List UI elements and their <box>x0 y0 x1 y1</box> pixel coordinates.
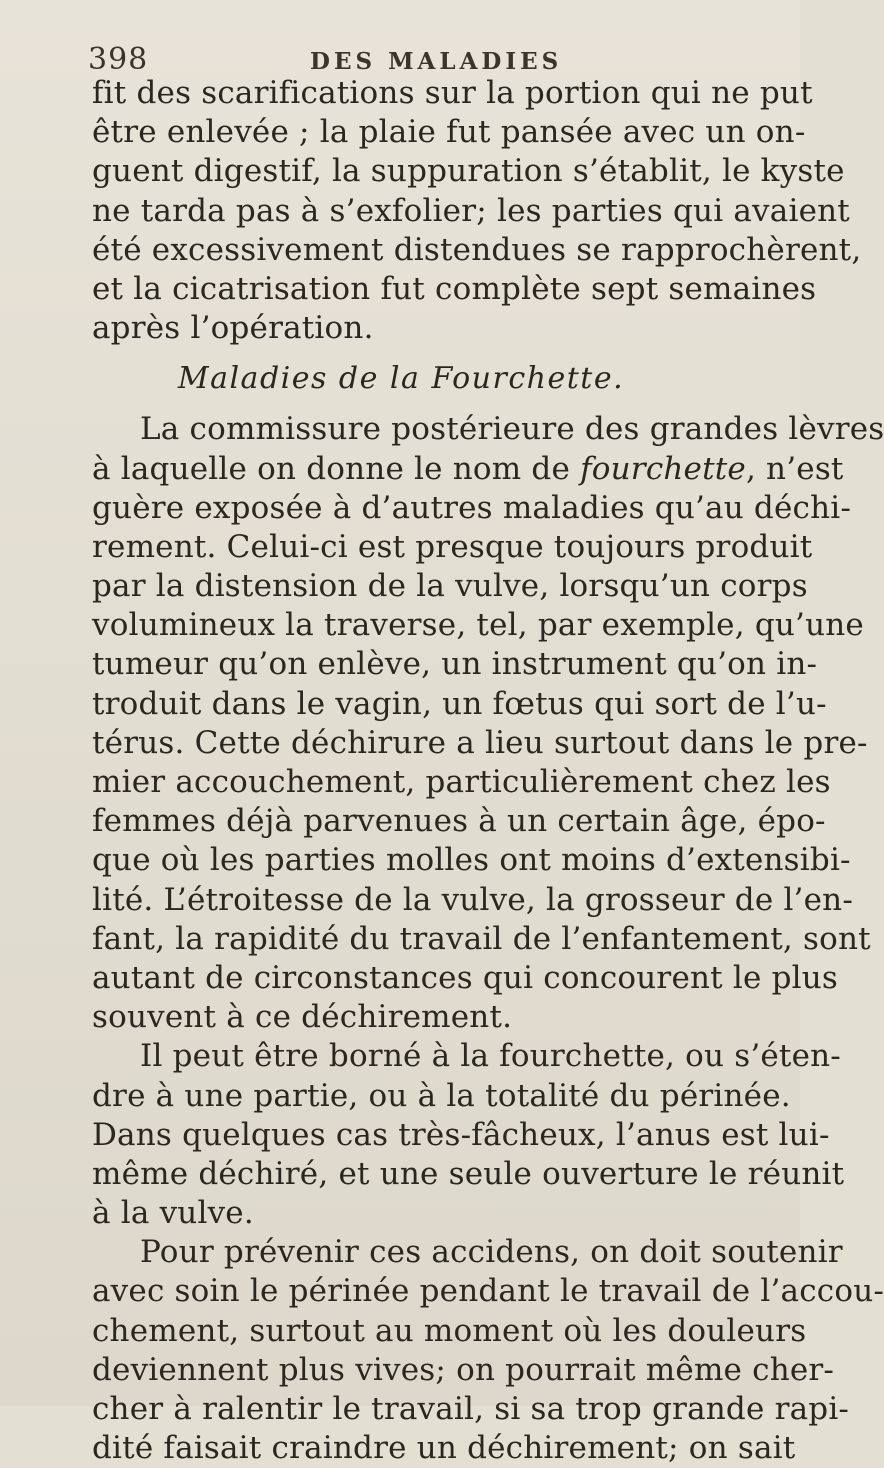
text-line: cher à ralentir le travail, si sa trop grande rapi- <box>92 1391 850 1427</box>
text-line: avec soin le périnée pendant le travail de l’accou- <box>92 1273 884 1310</box>
text-fragment: à laquelle on donne le nom de <box>92 450 571 487</box>
text-line: tumeur qu’on enlève, un instrument qu’on in- <box>92 646 818 683</box>
text-line: à la vulve. <box>92 1195 254 1232</box>
text-line: Dans quelques cas très-fâcheux, l’anus est lui- <box>92 1116 830 1153</box>
text-line: ne tarda pas à s’exfolier; les parties qui avaient <box>92 192 850 229</box>
text-fragment: , n’est <box>745 450 844 487</box>
text-line: et la cicatrisation fut complète sept semaines <box>92 270 817 307</box>
text-line: volumineux la traverse, tel, par exemple, qu’une <box>92 607 864 644</box>
text-line: troduit dans le vagin, un fœtus qui sort de l’u- <box>92 685 827 722</box>
text-line: guent digestif, la suppuration s’établit, le kyste <box>92 153 845 190</box>
text-line: dre à une partie, ou à la totalité du périnée. <box>92 1077 791 1114</box>
text-line: dité faisait craindre un déchirement; on sait <box>92 1430 796 1467</box>
paragraph-3 <box>92 1037 845 1233</box>
text-line: fit des scarifications sur la portion qui ne put <box>92 75 813 111</box>
body-text <box>92 74 884 1468</box>
text-line: La commissure postérieure des grandes lèvres <box>140 411 884 448</box>
text-line: chement, surtout au moment où les douleurs <box>92 1312 807 1349</box>
text-line: après l’opération. <box>92 310 374 347</box>
text-line: femmes déjà parvenues à un certain âge, épo- <box>92 803 826 840</box>
emphasized-term: fourchette <box>580 450 746 487</box>
text-line: être enlevée ; la plaie fut pansée avec un on- <box>92 114 806 151</box>
text-line: Pour prévenir ces accidens, on doit soutenir <box>140 1234 843 1271</box>
paragraph-1 <box>92 74 862 348</box>
paragraph-4 <box>92 1233 884 1468</box>
text-line: rement. Celui-ci est presque toujours produit <box>92 528 813 565</box>
text-line: guère exposée à d’autres maladies qu’au déchi- <box>92 489 852 526</box>
text-line: même déchiré, et une seule ouverture le réunit <box>92 1155 845 1192</box>
text-line: Il peut être borné à la fourchette, ou s’éten- <box>140 1038 841 1075</box>
text-line: térus. Cette déchirure a lieu surtout dans le pre- <box>92 724 868 761</box>
section-title: Maladies de la Fourchette. <box>177 361 625 397</box>
running-head: DES MALADIES <box>310 48 563 75</box>
page-number: 398 <box>88 42 149 77</box>
text-line: fant, la rapidité du travail de l’enfantement, sont <box>92 920 871 957</box>
text-line: autant de circonstances qui concourent le plus <box>92 959 839 996</box>
text-line <box>92 450 844 489</box>
paragraph-2 <box>92 410 884 1037</box>
text-line: que où les parties molles ont moins d’extensibi- <box>92 842 851 879</box>
text-line: par la distension de la vulve, lorsqu’un corps <box>92 568 808 605</box>
text-line: deviennent plus vives; on pourrait même cher- <box>92 1351 835 1388</box>
text-line: lité. L’étroitesse de la vulve, la grosseur de l’en- <box>92 881 853 918</box>
text-line: souvent à ce déchirement. <box>92 999 513 1036</box>
text-line: été excessivement distendues se rapprochèrent, <box>92 231 862 268</box>
text-line: mier accouchement, particulièrement chez les <box>92 764 831 800</box>
